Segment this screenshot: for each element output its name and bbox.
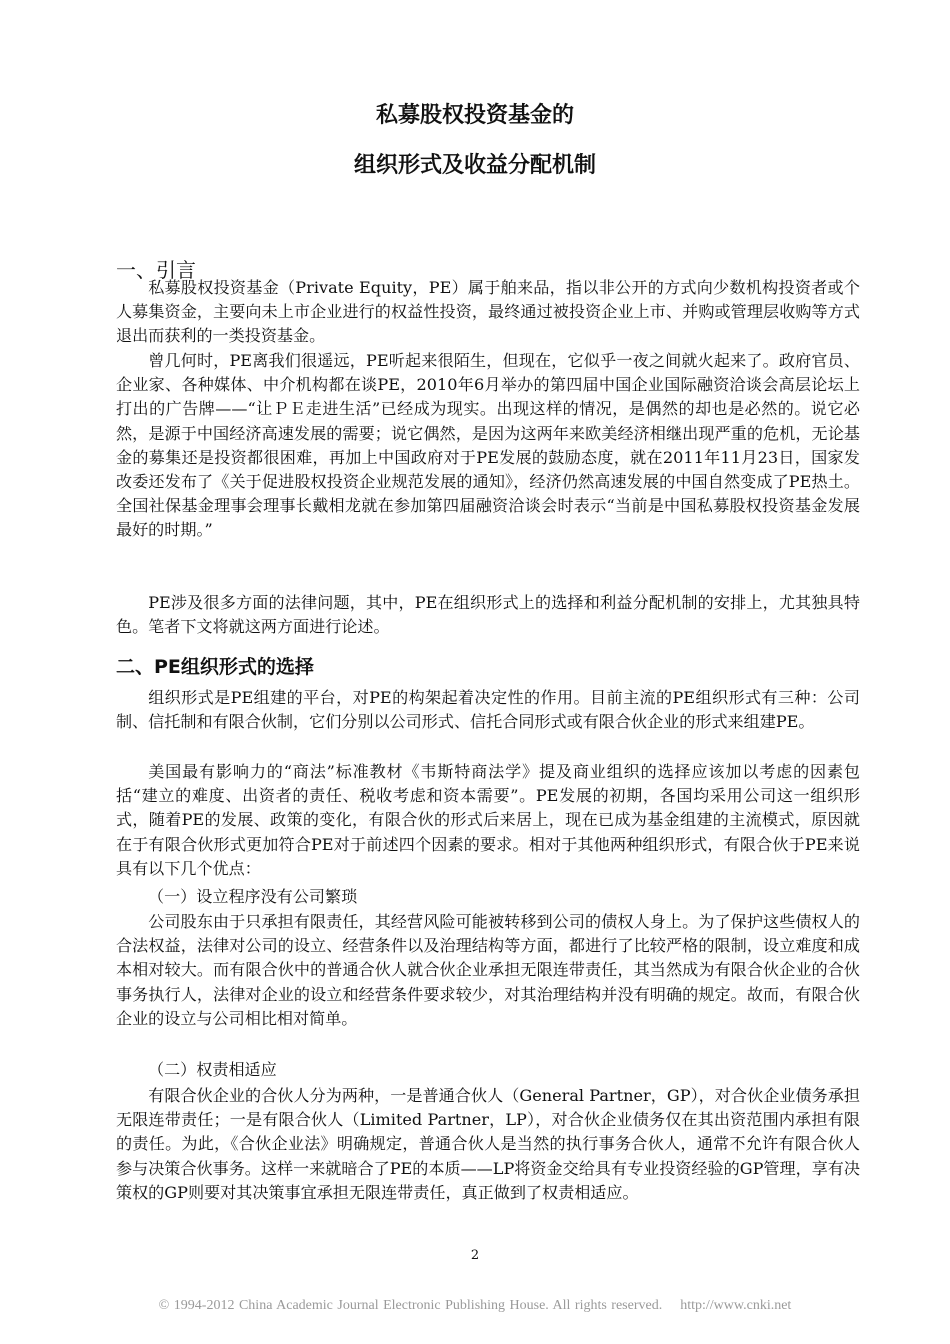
page-number: 2 [470, 1248, 480, 1263]
section-1-heading: 一、引言 [116, 258, 196, 282]
copyright-text: © 1994-2012 China Academic Journal Electronic Publishing House. All rights reserved. [158, 1298, 663, 1313]
section-1-paragraph-1: 私募股权投资基金（Private Equity，PE）属于舶来品，指以非公开的方式向少数机构投资者或个人募集资金，主要向未上市企业进行的权益性投资，最终通过被投资企业上市、并购或管理层收购等方式退出而获利的一类投资基金。 [116, 278, 860, 346]
subsection-1-paragraph: 公司股东由于只承担有限责任，其经营风险可能被转移到公司的债权人身上。为了保护这些债权人的合法权益，法律对公司的设立、经营条件以及治理结构等方面，都进行了比较严格的限制，设立难度和成本相对较大。而有限合伙中的普通合伙人就合伙企业承担无限连带责任，其当然成为有限合伙企业的合伙事务执行人，法律对企业的设立和经营条件要求较少，对其治理结构并没有明确的规定。故而，有限合伙企业的设立与公司相比相对简单。 [116, 912, 860, 1028]
cnki-url[interactable]: http://www.cnki.net [680, 1298, 792, 1313]
subsection-2-paragraph: 有限合伙企业的合伙人分为两种，一是普通合伙人（General Partner，GP），对合伙企业债务承担无限连带责任；一是有限合伙人（Limited Partner，LP），对合伙企业债务仅在其出资范围内承担有限的责任。为此，《合伙企业法》明确规定，普通合伙人是当然的执行事务合伙人，通常不允许有限合伙人参与决策合伙事务。这样一来就暗合了PE的本质——LP将资金交给具有专业投资经验的GP管理，享有决策权的GP则要对其决策事宜承担无限连带责任，真正做到了权责相适应。 [116, 1086, 860, 1202]
subsection-1-heading: （一）设立程序没有公司繁琐 [148, 887, 358, 906]
document-title-line-2: 组织形式及收益分配机制 [353, 153, 596, 178]
document-title-line-1: 私募股权投资基金的 [375, 103, 574, 128]
section-2-paragraph-1: 组织形式是PE组建的平台，对PE的构架起着决定性的作用。目前主流的PE组织形式有三种：公司制、信托制和有限合伙制，它们分别以公司形式、信托合同形式或有限合伙企业的形式来组建PE。 [116, 688, 860, 732]
section-2-heading: 二、PE组织形式的选择 [116, 656, 314, 678]
section-1-paragraph-3: PE涉及很多方面的法律问题，其中，PE在组织形式上的选择和利益分配机制的安排上，尤其独具特色。笔者下文将就这两方面进行论述。 [116, 593, 860, 637]
section-1-paragraph-2: 曾几何时，PE离我们很遥远，PE听起来很陌生，但现在，它似乎一夜之间就火起来了。政府官员、企业家、各种媒体、中介机构都在谈PE，2010年6月举办的第四届中国企业国际融资洽谈会高层论坛上打出的广告牌——“让ＰＥ走进生活”已经成为现实。出现这样的情况，是偶然的却也是必然的。说它必然，是源于中国经济高速发展的需要；说它偶然，是因为这两年来欧美经济相继出现严重的危机，无论基金的募集还是投资都很困难，再加上中国政府对于PE发展的鼓励态度，就在2011年11月23日，国家发改委还发布了《关于促进股权投资企业规范发展的通知》，经济仍然高速发展的中国自然变成了PE热土。全国社保基金理事会理事长戴相龙就在参加第四届融资洽谈会时表示“当前是中国私募股权投资基金发展最好的时期。” [116, 351, 860, 540]
section-2-paragraph-2: 美国最有影响力的“商法”标准教材《韦斯特商法学》提及商业组织的选择应该加以考虑的因素包括“建立的难度、出资者的责任、税收考虑和资本需要”。PE发展的初期，各国均采用公司这一组织形式，随着PE的发展、政策的变化，有限合伙的形式后来居上，现在已成为基金组建的主流模式，原因就在于有限合伙形式更加符合PE对于前述四个因素的要求。相对于其他两种组织形式，有限合伙于PE来说具有以下几个优点： [116, 762, 860, 878]
copyright-footer [0, 1298, 950, 1314]
subsection-2-heading: （二）权责相适应 [148, 1060, 277, 1079]
